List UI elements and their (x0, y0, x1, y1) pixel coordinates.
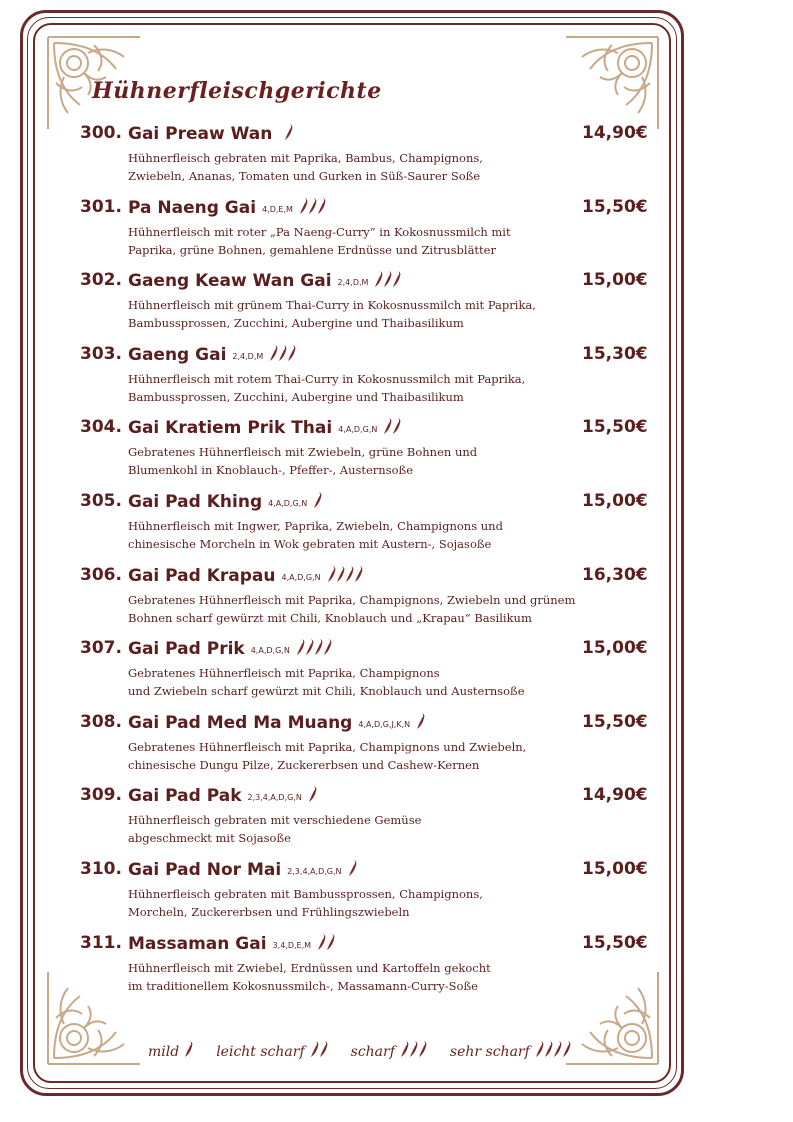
allergen-codes: 4,A,D,G,N (281, 572, 321, 582)
item-name (128, 565, 364, 586)
spice-legend (148, 1040, 594, 1060)
chili-pepper-icon (307, 785, 318, 803)
menu-item (80, 344, 650, 406)
menu-item (80, 933, 650, 995)
allergen-codes: 3,4,D,E,M (272, 940, 312, 950)
allergen-codes: 4,A,D,G,N (250, 646, 290, 656)
item-name-text: Gai Pad Prik (128, 639, 245, 660)
item-description: im traditionellem Kokosnussmilch-, Massamann-Curry-Soße (128, 978, 478, 993)
allergen-codes: 2,4,D,M (337, 278, 369, 288)
item-description: Bohnen scharf gewürzt mit Chili, Knoblauch und „Krapau“ Basilikum (128, 610, 532, 625)
item-price: 15,50€ (582, 196, 648, 217)
item-description: Gebratenes Hühnerfleisch mit Paprika, Champignons und Zwiebeln, (128, 739, 527, 754)
menu-item (80, 785, 650, 847)
item-description: Paprika, grüne Bohnen, gemahlene Erdnüsse und Zitrusblätter (128, 242, 496, 257)
allergen-codes: 4,A,D,G,N (268, 499, 308, 508)
item-name (128, 785, 318, 806)
item-description: Gebratenes Hühnerfleisch mit Paprika, Champignons, Zwiebeln und grünem (128, 592, 576, 607)
item-number: 300. (80, 123, 122, 143)
chili-pepper-icon (268, 344, 297, 362)
item-number: 306. (80, 564, 122, 585)
item-price: 15,50€ (582, 932, 648, 953)
item-price: 15,50€ (582, 417, 648, 438)
item-number: 301. (80, 196, 122, 217)
menu-item (80, 491, 650, 553)
allergen-codes: 4,D,E,M (262, 204, 293, 214)
item-name-text: Gaeng Gai (128, 344, 227, 365)
menu-item (80, 712, 650, 774)
item-name-text: Gai Preaw Wan (128, 124, 273, 144)
item-number: 302. (80, 270, 122, 291)
item-name (128, 197, 327, 218)
item-name-text: Gai Pad Khing (128, 492, 263, 512)
corner-ornament-icon (562, 33, 662, 133)
item-price: 14,90€ (582, 123, 648, 143)
item-price: 15,50€ (582, 711, 648, 732)
legend-item (148, 1044, 194, 1060)
item-name-text: Gai Pad Nor Mai (128, 860, 282, 880)
allergen-codes: 2,4,D,M (232, 351, 264, 361)
item-description: chinesische Dungu Pilze, Zuckererbsen und Cashew-Kernen (128, 757, 480, 772)
chili-pepper-icon (183, 1040, 194, 1058)
legend-item (351, 1044, 428, 1060)
allergen-codes: 2,3,4,A,D,G,N (287, 867, 342, 876)
legend-label: leicht scharf (216, 1044, 305, 1060)
item-name (128, 859, 358, 880)
item-name-text: Gai Pad Pak (128, 786, 242, 807)
chili-pepper-icon (283, 123, 294, 141)
menu-item (80, 123, 650, 185)
item-price: 14,90€ (582, 785, 648, 806)
item-description: Zwiebeln, Ananas, Tomaten und Gurken in Süß-Saurer Soße (128, 169, 481, 183)
section-heading: Hühnerfleischgerichte (92, 78, 382, 104)
chili-pepper-icon (382, 417, 402, 435)
item-price: 15,00€ (582, 638, 648, 659)
allergen-codes: 4,A,D,G,N (338, 425, 378, 435)
item-description: Hühnerfleisch mit Zwiebel, Erdnüssen und Kartoffeln gekocht (128, 960, 491, 975)
chili-pepper-icon (298, 197, 327, 215)
legend-item (450, 1044, 572, 1060)
item-name (128, 638, 333, 659)
item-number: 307. (80, 638, 122, 659)
item-description: abgeschmeckt mit Sojasoße (128, 831, 291, 846)
item-number: 305. (80, 491, 122, 511)
item-name-text: Massaman Gai (128, 933, 267, 954)
legend-item (216, 1044, 328, 1060)
chili-pepper-icon (415, 712, 426, 730)
legend-label: scharf (350, 1044, 395, 1060)
legend-label: mild (148, 1044, 180, 1060)
chili-pepper-icon (534, 1040, 572, 1058)
chili-pepper-icon (373, 270, 402, 288)
item-description: Hühnerfleisch gebraten mit verschiedene Gemüse (128, 813, 422, 828)
chili-pepper-icon (316, 933, 336, 951)
item-number: 303. (80, 343, 122, 364)
item-description: chinesische Morcheln in Wok gebraten mit Austern-, Sojasoße (128, 537, 492, 551)
item-number: 310. (80, 859, 122, 879)
item-number: 309. (80, 785, 122, 806)
item-name (128, 417, 402, 438)
item-number: 311. (80, 932, 122, 953)
item-name (128, 491, 323, 512)
item-price: 16,30€ (582, 564, 648, 585)
item-description: Gebratenes Hühnerfleisch mit Paprika, Champignons (128, 666, 440, 681)
allergen-codes: 4,A,D,G,J,K,N (358, 719, 411, 729)
item-name (128, 270, 402, 291)
item-number: 308. (80, 711, 122, 732)
item-description: und Zwiebeln scharf gewürzt mit Chili, Knoblauch und Austernsoße (128, 684, 525, 699)
item-description: Hühnerfleisch mit roter „Pa Naeng-Curry“ in Kokosnussmilch mit (128, 224, 511, 239)
item-description: Hühnerfleisch gebraten mit Paprika, Bambus, Champignons, (128, 151, 483, 165)
item-name-text: Gaeng Keaw Wan Gai (128, 271, 332, 292)
item-description: Hühnerfleisch mit grünem Thai-Curry in Kokosnussmilch mit Paprika, (128, 298, 536, 313)
item-description: Morcheln, Zuckererbsen und Frühlingszwiebeln (128, 905, 410, 919)
item-name (128, 123, 294, 144)
item-price: 15,00€ (582, 859, 648, 879)
item-name-text: Gai Pad Krapau (128, 565, 276, 586)
item-description: Bambussprossen, Zucchini, Aubergine und Thaibasilikum (128, 389, 464, 404)
item-price: 15,30€ (582, 343, 648, 364)
item-description: Hühnerfleisch mit Ingwer, Paprika, Zwiebeln, Champignons und (128, 519, 503, 533)
item-name (128, 344, 297, 365)
item-name (128, 933, 336, 954)
item-description: Hühnerfleisch gebraten mit Bambussprossen, Champignons, (128, 887, 483, 901)
menu-item (80, 417, 650, 479)
item-name (128, 712, 426, 733)
item-price: 15,00€ (582, 491, 648, 511)
menu-item (80, 270, 650, 332)
chili-pepper-icon (326, 565, 364, 583)
item-name-text: Pa Naeng Gai (128, 197, 257, 218)
item-price: 15,00€ (582, 270, 648, 291)
menu-item (80, 638, 650, 700)
chili-pepper-icon (399, 1040, 428, 1058)
item-name-text: Gai Pad Med Ma Muang (128, 712, 353, 733)
item-description: Bambussprossen, Zucchini, Aubergine und Thaibasilikum (128, 316, 464, 331)
item-number: 304. (80, 417, 122, 438)
menu-item (80, 197, 650, 259)
menu-item (80, 565, 650, 627)
chili-pepper-icon (312, 491, 323, 509)
menu-item (80, 859, 650, 921)
item-name-text: Gai Kratiem Prik Thai (128, 418, 333, 439)
chili-pepper-icon (309, 1040, 329, 1058)
item-description: Hühnerfleisch mit rotem Thai-Curry in Kokosnussmilch mit Paprika, (128, 371, 526, 386)
allergen-codes: 2,3,4,A,D,G,N (247, 793, 302, 803)
item-description: Blumenkohl in Knoblauch-, Pfeffer-, Austernsoße (128, 463, 414, 478)
chili-pepper-icon (295, 638, 333, 656)
chili-pepper-icon (347, 859, 358, 877)
item-description: Gebratenes Hühnerfleisch mit Zwiebeln, grüne Bohnen und (128, 445, 478, 460)
legend-label: sehr scharf (449, 1044, 530, 1060)
